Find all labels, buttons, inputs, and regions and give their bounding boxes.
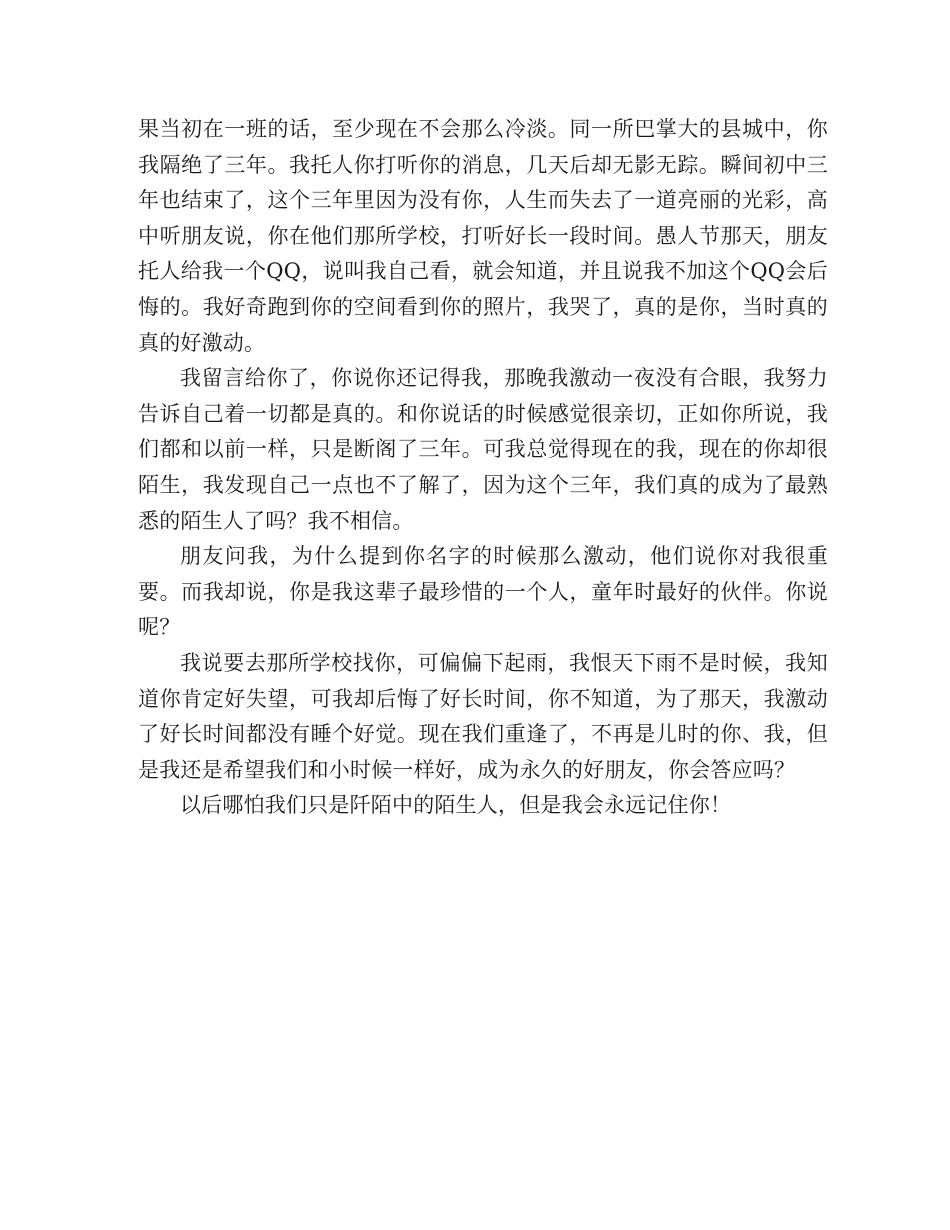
paragraph-3: 朋友问我，为什么提到你名字的时候那么激动，他们说你对我很重要。而我却说，你是我这辈子最珍惜的一个人，童年时最好的伙伴。你说呢？ xyxy=(138,544,828,640)
document-body xyxy=(138,112,828,824)
paragraph-4: 我说要去那所学校找你，可偏偏下起雨，我恨天下雨不是时候，我知道你肯定好失望，可我却后悔了好长时间，你不知道，为了那天，我激动了好长时间都没有睡个好觉。现在我们重逢了，不再是儿时的你、我，但是我还是希望我们和小时候一样好，成为永久的好朋友，你会答应吗？ xyxy=(138,650,828,782)
paragraph-2: 我留言给你了，你说你还记得我，那晚我激动一夜没有合眼，我努力告诉自己着一切都是真的。和你说话的时候感觉很亲切，正如你所说，我们都和以前一样，只是断阁了三年。可我总觉得现在的我，现在的你却很陌生，我发现自己一点也不了解了，因为这个三年，我们真的成为了最熟悉的陌生人了吗？我不相信。 xyxy=(138,366,828,533)
paragraph-5: 以后哪怕我们只是阡陌中的陌生人，但是我会永远记住你！ xyxy=(180,793,732,818)
paragraph-1: 果当初在一班的话，至少现在不会那么冷淡。同一所巴掌大的县城中，你我隔绝了三年。我托人你打听你的消息，几天后却无影无踪。瞬间初中三年也结束了，这个三年里因为没有你，人生而失去了一道亮丽的光彩，高中听朋友说，你在他们那所学校，打听好长一段时间。愚人节那天，朋友托人给我一个QQ，说叫我自己看，就会知道，并且说我不加这个QQ会后悔的。我好奇跑到你的空间看到你的照片，我哭了，真的是你，当时真的真的好激动。 xyxy=(138,117,828,355)
